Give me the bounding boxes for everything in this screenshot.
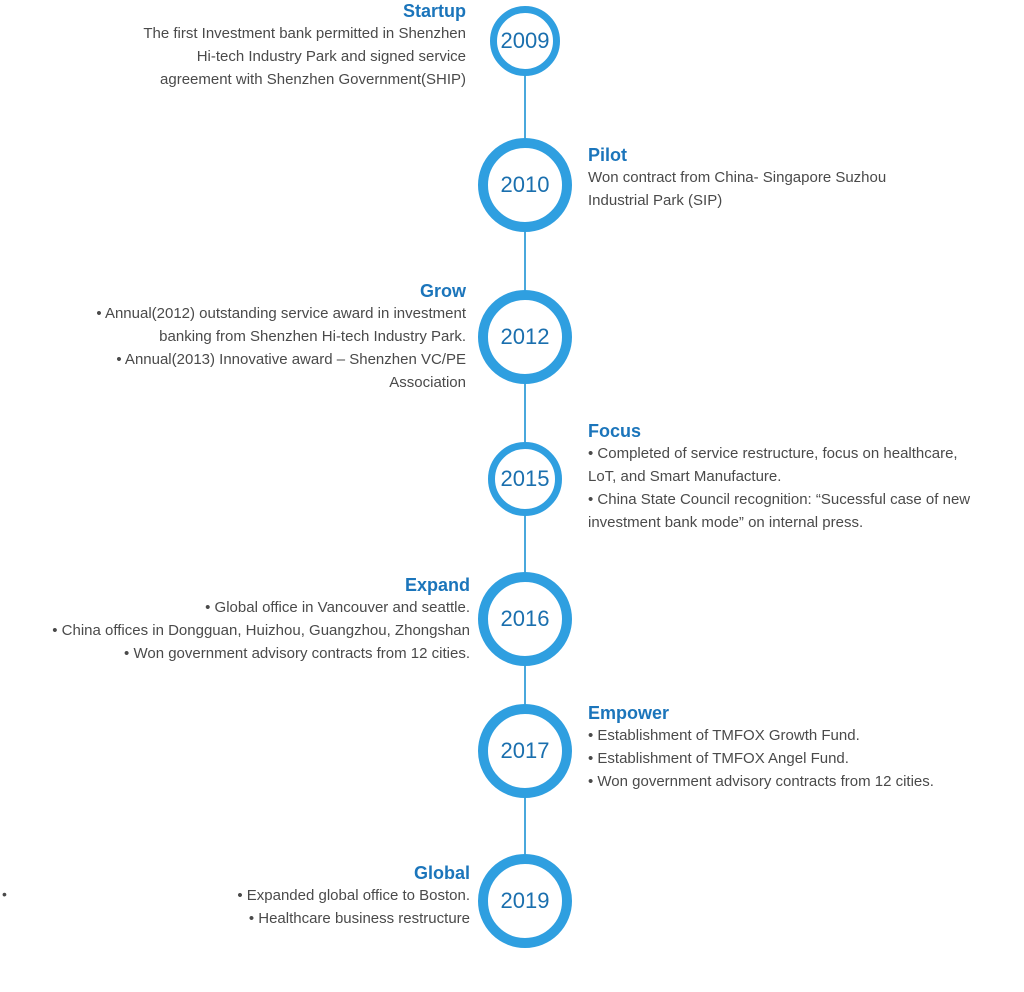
event-title: Pilot: [588, 145, 627, 165]
event-text: • China State Council recognition: “Sucessful case of new: [588, 491, 971, 508]
event-text: • Establishment of TMFOX Growth Fund.: [588, 727, 860, 744]
event-text: • Global office in Vancouver and seattle.: [205, 599, 470, 616]
event-text: • Won government advisory contracts from 12 cities.: [588, 773, 934, 790]
year-node-2016: 2016: [478, 572, 572, 666]
event-text: • China offices in Dongguan, Huizhou, Guangzhou, Zhongshan: [52, 622, 470, 639]
event-text: • Annual(2012) outstanding service award in investment: [96, 305, 466, 322]
event-text: • Won government advisory contracts from 12 cities.: [124, 645, 470, 662]
event-2017: [588, 702, 934, 793]
event-title: Global: [413, 863, 470, 883]
event-text: banking from Shenzhen Hi-tech Industry Park.: [159, 328, 466, 345]
event-2009: [143, 0, 466, 91]
year-node-2019: 2019: [478, 854, 572, 948]
event-2019: [237, 862, 470, 930]
event-text: Association: [389, 374, 466, 391]
event-2015: [588, 420, 970, 534]
event-2010: [588, 144, 886, 212]
year-node-2010: 2010: [478, 138, 572, 232]
event-title: Focus: [588, 421, 642, 441]
event-text: investment bank mode” on internal press.: [588, 514, 864, 531]
event-2016: [52, 574, 470, 665]
event-title: Startup: [403, 1, 466, 21]
event-text: LoT, and Smart Manufacture.: [588, 468, 782, 485]
event-text: Hi-tech Industry Park and signed service: [196, 48, 466, 65]
stray-bullet: •: [2, 886, 7, 902]
event-2012: [96, 280, 466, 394]
year-node-2017: 2017: [478, 704, 572, 798]
event-text: • Expanded global office to Boston.: [237, 887, 470, 904]
event-text: The first Investment bank permitted in Shenzhen: [143, 25, 466, 42]
event-text: Won contract from China- Singapore Suzhou: [588, 169, 887, 186]
event-title: Grow: [419, 281, 466, 301]
event-title: Expand: [404, 575, 470, 595]
year-node-2015: 2015: [488, 442, 562, 516]
event-text: • Healthcare business restructure: [248, 910, 470, 927]
event-text: agreement with Shenzhen Government(SHIP): [160, 71, 466, 88]
event-text: • Annual(2013) Innovative award – Shenzhen VC/PE: [116, 351, 466, 368]
event-title: Empower: [588, 703, 670, 723]
event-text: Industrial Park (SIP): [588, 192, 723, 209]
year-node-2012: 2012: [478, 290, 572, 384]
event-text: • Establishment of TMFOX Angel Fund.: [588, 750, 849, 767]
year-node-2009: 2009: [490, 6, 560, 76]
event-text: • Completed of service restructure, focus on healthcare,: [588, 445, 958, 462]
